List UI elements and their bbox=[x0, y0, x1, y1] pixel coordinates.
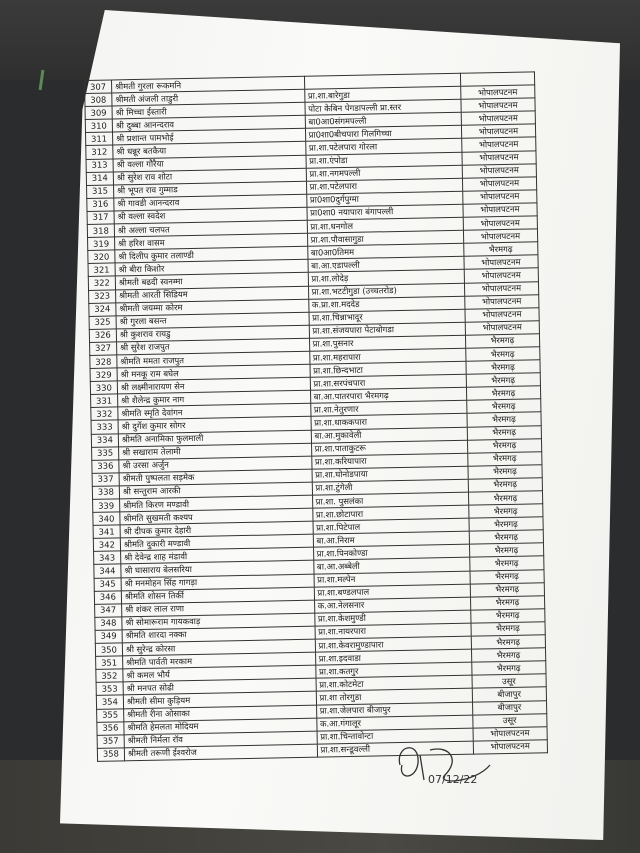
row-block: भोपालपटनम bbox=[473, 740, 548, 755]
row-school: क.आ.गंगालूर bbox=[316, 715, 472, 731]
row-number: 309 bbox=[85, 106, 112, 120]
row-name: श्री दिलीप कुमार तलाण्डी bbox=[115, 246, 308, 263]
row-name: श्रीमति हेमलता मोदियम bbox=[124, 718, 317, 735]
row-name: श्री देवेन्द्र शाह मंडावी bbox=[120, 548, 313, 565]
row-name: श्रीमति स्मृति देवांगन bbox=[118, 404, 311, 421]
row-school: प्रा.शा.घोनोडपाया bbox=[312, 466, 468, 482]
row-block: भोपालपटनम bbox=[461, 111, 536, 126]
row-name: श्री कुशराव रायडु bbox=[116, 325, 309, 342]
row-school: प्रा.शा. पुसलंका bbox=[312, 492, 468, 508]
row-number: 307 bbox=[85, 80, 112, 94]
row-name: श्री मिच्चा ईस्तारी bbox=[112, 102, 305, 119]
row-name: श्री दीपक कुमार देहारी bbox=[120, 521, 313, 538]
row-name: श्री सुरेन्द्र कोरसा bbox=[122, 639, 315, 656]
row-number: 351 bbox=[96, 656, 123, 670]
row-number: 321 bbox=[88, 263, 115, 277]
row-name: श्री सन्तुराम आरकी bbox=[119, 482, 312, 499]
teacher-list-table bbox=[84, 71, 548, 761]
row-number: 322 bbox=[88, 276, 115, 290]
row-number: 318 bbox=[87, 224, 114, 238]
row-name: श्री शंकर लाल राणा bbox=[121, 600, 314, 617]
row-number: 308 bbox=[85, 93, 112, 107]
row-school: प्रा.शा.धनगोल bbox=[307, 217, 463, 233]
row-name: श्री घासाराय बेलसरिया bbox=[121, 561, 314, 578]
row-number: 344 bbox=[94, 564, 121, 578]
row-name: श्री मनमोहन सिंह गागड़ा bbox=[121, 574, 314, 591]
row-school: बा.आ.एडापल्ली bbox=[308, 257, 464, 273]
row-school: प्रा.शा.पिटेपाल bbox=[313, 518, 469, 534]
row-school: बा.आ.पातरपारा भैरमगढ़ bbox=[310, 387, 466, 403]
row-number: 353 bbox=[96, 682, 123, 696]
row-name: श्री दुर्गेश कुमार सोगर bbox=[118, 417, 311, 434]
row-name: श्रीमती बढदी स्वनम्मा bbox=[115, 273, 308, 290]
row-school: प्रा.शा.संजयपारा पेटाबोगडा bbox=[309, 322, 465, 338]
row-number: 349 bbox=[95, 630, 122, 644]
row-block: उसूर bbox=[472, 713, 547, 728]
row-school: प्रा.शा.नेतुरणार bbox=[310, 401, 466, 417]
row-school: प्रा.शा.चिन्तावोन्टा bbox=[317, 728, 473, 744]
row-school: प्रा.शा.इदवाडा bbox=[315, 649, 471, 665]
row-block: भैरमगढ़ bbox=[468, 491, 543, 506]
row-block: भैरमगढ़ bbox=[467, 425, 542, 440]
row-number: 326 bbox=[89, 329, 116, 343]
row-block: भैरमगढ़ bbox=[466, 386, 541, 401]
row-name: श्री बीरा किशोर bbox=[115, 260, 308, 277]
row-name: श्री हरिश वासम bbox=[114, 233, 307, 250]
row-name: श्री सुरेश राव शोटा bbox=[113, 168, 306, 185]
row-school: प्रा.शा.पिनकोण्डा bbox=[313, 545, 469, 561]
row-number: 345 bbox=[94, 577, 121, 591]
row-name: श्रीमति पार्वती मरकाम bbox=[122, 652, 315, 669]
row-number: 327 bbox=[90, 342, 117, 356]
row-name: श्री शैलेन्द्र कुमार नाग bbox=[117, 390, 310, 407]
row-number: 352 bbox=[96, 669, 123, 683]
row-school: बा.आ.निराम bbox=[313, 531, 469, 547]
row-name: श्री गावडी आनन्दराव bbox=[114, 194, 307, 211]
row-number: 348 bbox=[95, 617, 122, 631]
signature-date: 07/12/22 bbox=[428, 773, 478, 786]
row-name: श्री सोमारूराम गायकवाड़ bbox=[122, 613, 315, 630]
row-name: श्रीमति सुखमती कश्यप bbox=[120, 508, 313, 525]
row-name: श्री मनपत सोढी bbox=[123, 678, 316, 695]
row-name: श्रीमती तरूणी ईश्वरोज bbox=[124, 744, 317, 761]
row-school: प्रा0शा0बीचपारा गिलगिच्चा bbox=[305, 126, 461, 142]
row-number: 335 bbox=[92, 447, 119, 461]
row-number: 341 bbox=[93, 525, 120, 539]
row-name: श्रीमति शारदा नक्का bbox=[122, 626, 315, 643]
row-school: पोटा केबिन पेगडापल्ली प्रा.स्तर bbox=[305, 99, 461, 115]
row-block: भैरमगढ़ bbox=[471, 661, 546, 676]
row-school: प्रा.शा.कोटमेटा bbox=[316, 675, 472, 691]
row-number: 325 bbox=[89, 316, 116, 330]
row-number: 313 bbox=[86, 159, 113, 173]
row-block: भोपालपटनम bbox=[462, 150, 537, 165]
row-block: भोपालपटनम bbox=[462, 177, 537, 192]
row-block: भोपालपटनम bbox=[464, 294, 539, 309]
row-number: 350 bbox=[95, 643, 122, 657]
row-school: प्रा.शा.नगमपल्ली bbox=[306, 165, 462, 181]
row-number: 320 bbox=[88, 250, 115, 264]
row-name: श्री लक्ष्मीनारायण सेन bbox=[117, 377, 310, 394]
row-name: श्रीमती रीना ओसाका bbox=[123, 705, 316, 722]
row-name: श्री मनकू राम बघेल bbox=[117, 364, 310, 381]
row-name: श्री सखाराम तेलामी bbox=[118, 443, 311, 460]
row-number: 356 bbox=[97, 721, 124, 735]
row-block: भोपालपटनम bbox=[461, 98, 536, 113]
row-name: श्री वल्ला स्वदेश bbox=[114, 207, 307, 224]
row-school: प्रा.शा.मल्पेन bbox=[314, 571, 470, 587]
row-school: प्रा.शा.केवरामुण्डापारा bbox=[315, 636, 471, 652]
row-name: श्री भूपत राव गुम्माड bbox=[113, 181, 306, 198]
row-number: 358 bbox=[97, 748, 124, 762]
row-number: 342 bbox=[93, 538, 120, 552]
row-number: 337 bbox=[92, 473, 119, 487]
row-block: भैरमगढ़ bbox=[466, 373, 541, 388]
row-school: क.प्रा.शा.मददेड bbox=[308, 296, 464, 312]
row-block: भैरमगढ़ bbox=[471, 635, 546, 650]
row-number: 357 bbox=[97, 735, 124, 749]
row-block: भोपालपटनम bbox=[465, 307, 540, 322]
row-school: प्रा.शा.पटेलपारा bbox=[306, 178, 462, 194]
row-number: 330 bbox=[90, 381, 117, 395]
row-block: भैरमगढ़ bbox=[469, 517, 544, 532]
row-block: भोपालपटनम bbox=[462, 163, 537, 178]
row-school: प्रा.शा.लोदेड़ bbox=[308, 270, 464, 286]
row-school: प्रा.शा.कतगुर bbox=[315, 662, 471, 678]
row-number: 340 bbox=[93, 512, 120, 526]
row-number: 310 bbox=[85, 119, 112, 133]
row-block: भैरमगढ़ bbox=[470, 609, 545, 624]
row-school: प्रा.शा.छिन्दभाटा bbox=[310, 361, 466, 377]
row-block: भैरमगढ़ bbox=[471, 648, 546, 663]
row-name: श्रीमती अंजली ताडुरी bbox=[112, 89, 305, 106]
signature-stamp bbox=[390, 735, 510, 795]
row-block: भैरमगढ़ bbox=[467, 438, 542, 453]
row-block: भैरमगढ़ bbox=[463, 242, 538, 257]
row-school: बा.आ.मुकावेली bbox=[311, 427, 467, 443]
row-name: श्री वल्ला गौरैया bbox=[113, 155, 306, 172]
row-school: क.आ.नेलसनार bbox=[314, 597, 470, 613]
row-number: 316 bbox=[87, 198, 114, 212]
row-name: श्रीमती पुष्पलता सड़मेक bbox=[119, 469, 312, 486]
row-name: श्रीमती निर्मला रॉव bbox=[124, 731, 317, 748]
document-sheet bbox=[84, 71, 548, 761]
row-block: बीजापुर bbox=[472, 687, 547, 702]
row-name: श्री दुब्बा आनन्दराव bbox=[112, 116, 305, 133]
row-school: प्रा.शा तोरगुडा bbox=[316, 689, 472, 705]
row-block: भोपालपटनम bbox=[463, 216, 538, 231]
row-name: श्रीमती जयम्मा कोरम bbox=[116, 299, 309, 316]
row-school: प्रा.शा.केशमुण्डी bbox=[314, 610, 470, 626]
row-name: श्रीमती आरती सिडियम bbox=[115, 286, 308, 303]
row-name: श्रीमति किरण मण्डावी bbox=[119, 495, 312, 512]
row-number: 338 bbox=[92, 486, 119, 500]
row-school: प्रा.शा.बारेगुडा bbox=[304, 86, 460, 102]
row-block: भैरमगढ़ bbox=[467, 412, 542, 427]
row-block: भोपालपटनम bbox=[464, 255, 539, 270]
row-name: श्री सुरेश राजपुत bbox=[116, 338, 309, 355]
row-block: भैरमगढ़ bbox=[470, 569, 545, 584]
row-school: प्रा.शा.जेलपारा बीजापुर bbox=[316, 702, 472, 718]
row-number: 334 bbox=[91, 433, 118, 447]
row-name: श्री धन्नूर बतकैया bbox=[113, 142, 306, 159]
row-number: 315 bbox=[87, 185, 114, 199]
row-school: प्रा.शा.पौवासागुडा bbox=[307, 230, 463, 246]
row-school: प्रा.शा.एंपोडा bbox=[306, 152, 462, 168]
row-number: 354 bbox=[96, 695, 123, 709]
row-number: 323 bbox=[89, 289, 116, 303]
row-name: श्रीमती गुरला रूकमनि bbox=[111, 76, 304, 93]
row-block: भैरमगढ़ bbox=[469, 556, 544, 571]
row-school: प्रा.शा.बण्डलपाल bbox=[314, 584, 470, 600]
row-block: भैरमगढ़ bbox=[465, 347, 540, 362]
row-block: भोपालपटनम bbox=[460, 85, 535, 100]
row-name: श्री प्रशान्त पामभोई bbox=[112, 129, 305, 146]
row-school: प्रा.शा.टुंगेली bbox=[312, 479, 468, 495]
row-school: प्रा0शा0 नयापारा बंगापल्ली bbox=[307, 204, 463, 220]
row-block: भोपालपटनम bbox=[461, 137, 536, 152]
row-name: श्रीमती सीमा कुड़ियम bbox=[123, 692, 316, 709]
row-number: 324 bbox=[89, 303, 116, 317]
row-name: श्रीमति अनामिका फुलमाली bbox=[118, 430, 311, 447]
row-block: भैरमगढ़ bbox=[468, 465, 543, 480]
row-number: 355 bbox=[97, 708, 124, 722]
row-block: भैरमगढ़ bbox=[470, 596, 545, 611]
row-block: भैरमगढ़ bbox=[469, 543, 544, 558]
row-school: प्रा.शा.छोटापारा bbox=[312, 505, 468, 521]
row-name: श्रीमति दुकारी मण्डावी bbox=[120, 534, 313, 551]
row-number: 311 bbox=[86, 132, 113, 146]
row-block: भोपालपटनम bbox=[463, 229, 538, 244]
row-block: भैरमगढ़ bbox=[470, 582, 545, 597]
row-number: 319 bbox=[88, 237, 115, 251]
row-block: भैरमगढ़ bbox=[468, 478, 543, 493]
row-school: प्रा.शा.पटेलपारा गोरला bbox=[305, 139, 461, 155]
row-block: भैरमगढ़ bbox=[471, 622, 546, 637]
row-school: प्रा.शा.पुसनार bbox=[309, 335, 465, 351]
row-school: प्रा.शा.सन्डूवल्ली bbox=[317, 741, 473, 757]
row-name: श्री उरसा अर्जुन bbox=[119, 456, 312, 473]
row-school: प्रा.शा.भटटीगुडा (उच्चतरोड) bbox=[308, 283, 464, 299]
row-school: बा0आ0तिमम bbox=[307, 243, 463, 259]
row-number: 346 bbox=[94, 591, 121, 605]
row-school: बा.आ.अब्बेली bbox=[313, 558, 469, 574]
row-block: भैरमगढ़ bbox=[466, 360, 541, 375]
row-number: 343 bbox=[94, 551, 121, 565]
row-school: प्रा.शा.महरापारा bbox=[309, 348, 465, 364]
row-name: श्री गुरला बसन्त bbox=[116, 312, 309, 329]
row-number: 332 bbox=[91, 407, 118, 421]
row-block: भैरमगढ़ bbox=[468, 504, 543, 519]
row-school: प्रा.शा.पाताकुटरू bbox=[311, 440, 467, 456]
row-block: भोपालपटनम bbox=[461, 124, 536, 139]
row-number: 347 bbox=[95, 604, 122, 618]
row-name: श्री अल्ला चलपत bbox=[114, 220, 307, 237]
row-school: प्रा.शा.नायरपारा bbox=[315, 623, 471, 639]
row-block: भैरमगढ़ bbox=[467, 452, 542, 467]
row-number: 317 bbox=[87, 211, 114, 225]
row-block: भोपालपटनम bbox=[464, 281, 539, 296]
row-name: श्रीमति शोसन तिर्की bbox=[121, 587, 314, 604]
row-block: उसूर bbox=[472, 674, 547, 689]
row-block: भैरमगढ़ bbox=[466, 399, 541, 414]
row-name: श्रीमति ममता राजपुत bbox=[117, 351, 310, 368]
row-block: भोपालपटनम bbox=[473, 726, 548, 741]
row-block: भोपालपटनम bbox=[463, 203, 538, 218]
row-school: प्रा.शा.करियापारा bbox=[311, 453, 467, 469]
row-block: बीजापुर bbox=[472, 700, 547, 715]
row-school: प्रा.शा.धाककपारा bbox=[311, 414, 467, 430]
row-number: 328 bbox=[90, 355, 117, 369]
row-school: प्रा0शा0दुर्गपुग्मा bbox=[306, 191, 462, 207]
row-number: 339 bbox=[93, 499, 120, 513]
row-block: भोपालपटनम bbox=[464, 268, 539, 283]
row-block: भोपालपटनम bbox=[462, 190, 537, 205]
row-number: 331 bbox=[91, 394, 118, 408]
row-number: 312 bbox=[86, 145, 113, 159]
row-name: श्री कमल भौर्य bbox=[123, 665, 316, 682]
row-block: भैरमगढ़ bbox=[469, 530, 544, 545]
row-block: भोपालपटनम bbox=[465, 321, 540, 336]
row-number: 329 bbox=[90, 368, 117, 382]
row-number: 333 bbox=[91, 420, 118, 434]
row-number: 314 bbox=[86, 172, 113, 186]
row-school: बा0आ0संगमपल्ली bbox=[305, 113, 461, 129]
row-number: 336 bbox=[92, 460, 119, 474]
row-school: प्रा.शा.चिन्नाभादूर bbox=[309, 309, 465, 325]
table-body bbox=[85, 72, 548, 761]
row-school: प्रा.शा.सरपंचपारा bbox=[310, 374, 466, 390]
row-block: भैरमगढ़ bbox=[465, 334, 540, 349]
